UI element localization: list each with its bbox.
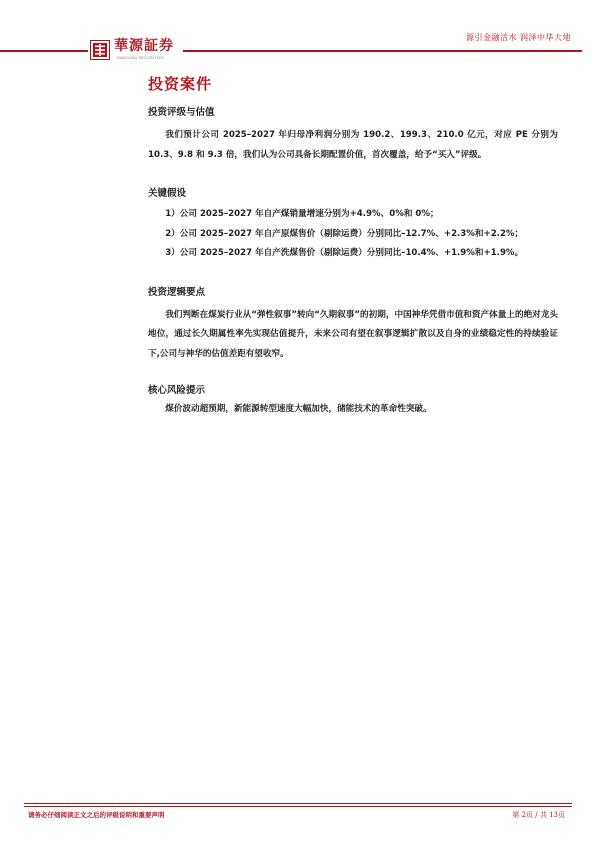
assumption-item: 2）公司 2025–2027 年自产原煤售价（剔除运费）分别同比–12.7%、+2.3%和+2.2%； — [165, 228, 524, 239]
assumptions-section — [148, 187, 558, 264]
header-rule-right — [183, 50, 582, 52]
report-body — [148, 74, 558, 420]
footer-rule-bottom — [24, 806, 572, 807]
risk-heading: 核心风险提示 — [148, 385, 206, 396]
logic-heading: 投资逻辑要点 — [148, 286, 206, 298]
logic-text: 我们判断在煤炭行业从“弹性叙事”转向“久期叙事”的初期，中国神华凭借市值和资产体量上的绝对龙头地位，通过长久期属性率先实现估值提升，未来公司有望在叙事逻辑扩散以及自身的业绩稳定性的持续验证下,公司与神华的估值差距有望收窄。 — [148, 309, 558, 359]
logo-text: 華源証券 — [114, 38, 174, 54]
assumption-item: 3）公司 2025–2027 年自产洗煤售价（剔除运费）分别同比–10.4%、+1.9%和+1.9%。 — [165, 248, 524, 258]
risk-section — [148, 384, 558, 420]
logo-subtext: HUAYUAN SECURITIES — [117, 56, 165, 60]
assumptions-heading: 关键假设 — [148, 188, 187, 199]
assumption-item: 1）公司 2025–2027 年自产煤销量增速分别为+4.9%、0%和 0%； — [165, 209, 439, 219]
risk-text: 煤价波动超预期，新能源转型速度大幅加快，储能技术的革命性突破。 — [165, 404, 432, 414]
page-number: 第 2页 / 共 13页 — [512, 811, 565, 819]
page-header — [0, 0, 595, 70]
logic-section — [148, 286, 558, 365]
footer-rule-top — [24, 803, 572, 804]
rating-text: 我们预计公司 2025–2027 年归母净利润分别为 190.2、199.3、210.0 亿元，对应 PE 分别为 10.3、9.8 和 9.3 倍，我们认为公司具备长期配置价值，首次覆盖，给予“买入”评级。 — [148, 130, 558, 160]
footer-disclaimer: 请务必仔细阅读正文之后的评级说明和重要声明 — [28, 811, 165, 819]
huayuan-logo-icon — [90, 40, 110, 60]
header-slogan: 源引金融活水 润泽中华大地 — [465, 33, 571, 42]
rating-section — [148, 106, 558, 165]
header-rule-left — [0, 50, 88, 52]
rating-heading: 投资评级与估值 — [148, 107, 215, 118]
section-title: 投资案件 — [148, 75, 213, 93]
